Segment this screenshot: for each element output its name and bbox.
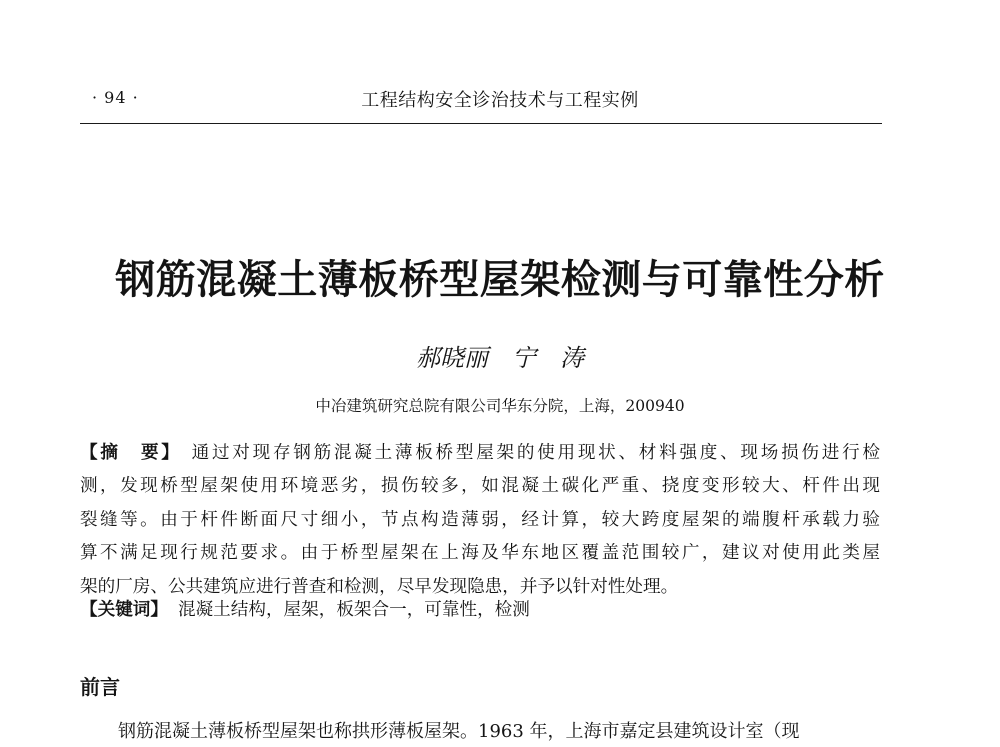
abstract-block: [80, 436, 880, 605]
keywords-text: 混凝土结构，屋架，板架合一，可靠性，检测: [177, 600, 530, 620]
keywords-label: 【关键词】: [80, 599, 168, 620]
running-head-title: 工程结构安全诊治技术与工程实例: [361, 90, 639, 111]
abstract-line: 测，发现桥型屋架使用环境恶劣，损伤较多，如混凝土碳化严重、挠度变形较大、杆件出现: [80, 475, 880, 496]
abstract-line: 架的厂房、公共建筑应进行普查和检测，尽早发现隐患，并予以针对性处理。: [80, 577, 679, 598]
abstract-line: 算不满足现行规范要求。由于桥型屋架在上海及华东地区覆盖范围较广，建议对使用此类屋: [80, 543, 880, 564]
article-title: 钢筋混凝土薄板桥型屋架检测与可靠性分析: [115, 256, 885, 303]
article-authors: 郝晓丽 宁 涛: [416, 344, 584, 372]
page-number: · 94 ·: [92, 88, 139, 107]
keywords-block: [80, 594, 880, 626]
header-rule: [80, 123, 882, 124]
abstract-line: 裂缝等。由于杆件断面尺寸细小，节点构造薄弱，经计算，较大跨度屋架的端腹杆承载力验: [80, 509, 880, 530]
body-paragraph: 钢筋混凝土薄板桥型屋架也称拱形薄板屋架。1963 年，上海市嘉定县建筑设计室（现: [118, 721, 800, 742]
abstract-text: 通过对现存钢筋混凝土薄板桥型屋架的使用现状、材料强度、现场损伤进行检: [191, 443, 880, 463]
abstract-label: 【摘 要】: [80, 442, 182, 463]
author-affiliation: 中冶建筑研究总院有限公司华东分院，上海，200940: [315, 397, 685, 415]
abstract-line: [80, 436, 880, 470]
section-heading-introduction: 前言: [80, 675, 120, 699]
